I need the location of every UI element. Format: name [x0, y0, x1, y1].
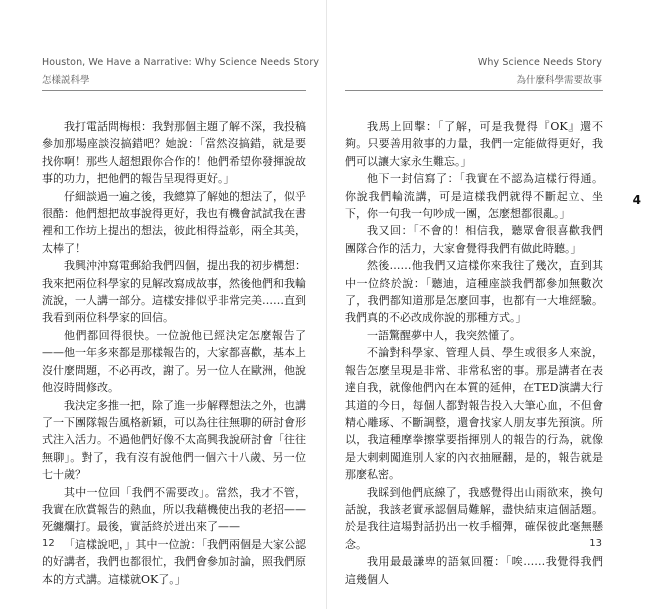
paragraph: 然後……他我們又這樣你來我往了幾次，直到其中一位終於說：「聽迪，這種座談我們都參加無數次了，我們都知道那是怎麼回事，也都有一大堆經驗。我們真的不必改成你說的那種方式。」 — [345, 259, 603, 325]
paragraph: 不論對科學家、管理人員、學生或很多人來說，報告怎麼呈現是非常、非常私密的事。那是講者在表達自我，就像他們內在本質的延伸，在TED演講大行其道的今日，每個人都對報告投入大筆心血，不但會精心雕琢、不斷調整，還會找家人朋友事先預演。所以，我這種摩拳擦掌要指揮別人的報告的行為，就像是大剌剌闖進別人家的內衣抽屜翻，是的，報告就是那麼私密。 — [345, 346, 603, 482]
paragraph: 仔細談過一遍之後，我總算了解她的想法了，似乎很酷：他們想把故事說得更好，我也有機會試試我在書裡和工作坊上提出的想法，彼此相得益彰，兩全其美，太棒了！ — [42, 189, 306, 255]
paragraph: 他們都回得很快。一位說他已經決定怎麼報告了——他一年多來都是那樣報告的，大家都喜歡，基本上沒什麼問題，不必再改，謝了。另一位人在歐洲，他說他沒時間修改。 — [42, 328, 306, 395]
paragraph: 我馬上回擊：「了解，可是我覺得『OK』還不夠。只要善用敘事的力量，我們一定能做得更好，我們可以讓大家永生難忘。」 — [345, 120, 603, 168]
header-rule — [42, 90, 306, 91]
running-head-en: Houston, We Have a Narrative: Why Science Needs Story — [42, 57, 320, 68]
paragraph: 一語驚醒夢中人，我突然懂了。 — [367, 328, 521, 342]
paragraph: 「這樣說吧，」其中一位說：「我們兩個是大家公認的好講者，我們也都很忙，我們會參加討論，照我們原本的方式講。這樣就OK了。」 — [42, 537, 306, 586]
paragraph: 他下一封信寫了：「我實在不認為這樣行得通。你說我們輪流講，可是這樣我們就得不斷起立、坐下，你一句我一句吵成一團，怎麼想都很亂。」 — [345, 172, 603, 221]
paragraph: 我用最最謙卑的語氣回覆：「唉……我覺得我們這幾個人 — [345, 555, 603, 586]
running-head-en: Why Science Needs Story — [477, 57, 602, 68]
page-number: 12 — [42, 538, 55, 549]
paragraph: 我決定多推一把，除了進一步解釋想法之外，也講了一下團隊報告風格新穎，可以為往往無聊的研討會形式注入活力。不過他們好像不太高興我說研討會「往往無聊」。對了，我有沒有說他們一個六十八歲、另一位七十歲？ — [42, 398, 306, 482]
body-text — [42, 118, 306, 588]
body-text — [345, 118, 603, 588]
chapter-thumb-tab: 4 — [632, 193, 641, 207]
paragraph: 我睬到他們底線了，我感覺得出山雨欲來，換句話說，我該老實承認個局難解，盡快結束這個話題。於是我往這場對話扔出一枚手榴彈，確保彼此毫無懸念。 — [345, 485, 603, 551]
left-page — [0, 0, 327, 609]
running-head-zh: 怎樣説科學 — [42, 75, 90, 86]
paragraph: 我興沖沖寫電郵給我們四個，提出我的初步構想：我來把兩位科學家的見解改寫成故事，然後他們和我輪流說，一人講一部分。這樣安排似乎非常完美……直到我看到兩位科學家的回信。 — [42, 259, 306, 325]
paragraph: 我打電話問梅根：我對那個主題了解不深，我投稿參加那場座談沒搞錯吧？她說：「當然沒搞錯，就是要找你啊！那些人超想跟你合作的！他們希望你發揮說故事的功力，把他們的報告呈現得更好。」 — [42, 120, 306, 186]
right-page — [327, 0, 655, 609]
header-rule — [345, 90, 603, 91]
running-head-zh: 為什麼科學需要故事 — [516, 75, 602, 86]
paragraph: 我又回：「不會的！相信我，聽眾會很喜歡我們團隊合作的活力，大家會覺得我們有做此時聽。」 — [345, 224, 603, 255]
paragraph: 其中一位回「我們不需要改」。當然，我才不管，我實在欣賞報告的熱血，所以我藉機使出我的老招——死纏爛打。最後，實話終於迸出來了—— — [42, 485, 306, 534]
page-number: 13 — [589, 538, 602, 549]
